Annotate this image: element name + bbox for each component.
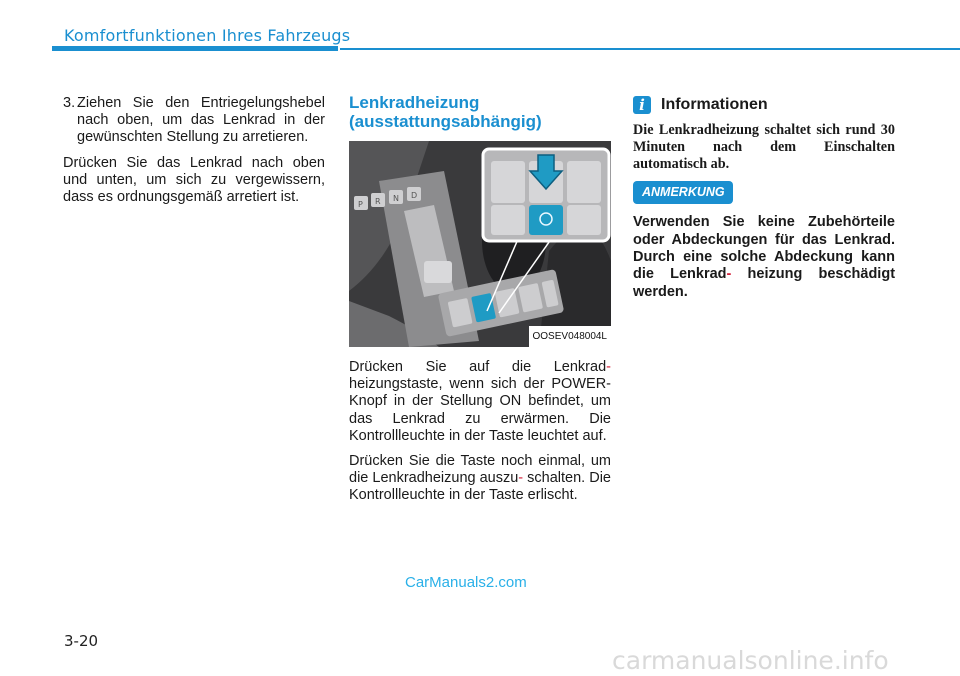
gear-label-d: D [411,191,418,200]
paragraph-turn-on: Drücken Sie auf die Lenkrad- heizungstaste, wenn sich der POWER-Knopf in der Stellung ON befindet, um das Lenkrad zu erwärmen. Die Kontrollleuchte in der Taste leuchtet auf. [349,359,611,444]
step-3 [63,95,325,147]
info-icon: i [633,96,651,114]
paragraph-lock-check: Drücken Sie das Lenkrad nach oben und unten, um sich zu vergewissern, dass es ordnungsgemäß arretiert ist. [63,154,325,206]
header-rule-thick [52,46,338,51]
footer-watermark-url[interactable]: carmanualsonline.info [612,646,889,675]
header-rule-thin [340,48,960,50]
figure-illustration [349,141,611,347]
page-number: 3-20 [64,632,99,650]
gear-label-r: R [375,197,381,206]
column-left [63,95,325,214]
figure-code: OOSEV048004L [529,326,612,347]
note-badge: ANMERKUNG [633,181,733,204]
info-title: Informationen [661,96,768,114]
gear-label-n: N [393,194,399,203]
info-header [633,96,895,114]
column-right [633,96,895,309]
section-title: Lenkradheizung (ausstattungsabhängig) [349,93,542,131]
step-text: Ziehen Sie den Entriegelungshebel nach oben, um das Lenkrad in der gewünschten Stellung zu arretieren. [77,95,325,146]
watermark-link[interactable]: CarManuals2.com [405,574,527,591]
figure-steering-heat-button [349,141,611,347]
info-text: Die Lenkradheizung schaltet sich rund 30 Minuten nach dem Einschalten automatisch ab. [633,122,895,172]
step-number: 3. [63,95,76,111]
column-middle [349,93,611,513]
note-text: Verwenden Sie keine Zubehörteile oder Abdeckungen für das Lenkrad. Durch eine solche Abdeckung kann die Lenkrad- heizung beschädigt werden. [633,214,896,300]
gear-label-p: P [358,200,363,209]
paragraph-turn-off: Drücken Sie die Taste noch einmal, um die Lenkradheizung auszu- schalten. Die Kontrollleuchte in der Taste erlischt. [349,453,611,504]
page-header-title: Komfortfunktionen Ihres Fahrzeugs [64,26,351,45]
